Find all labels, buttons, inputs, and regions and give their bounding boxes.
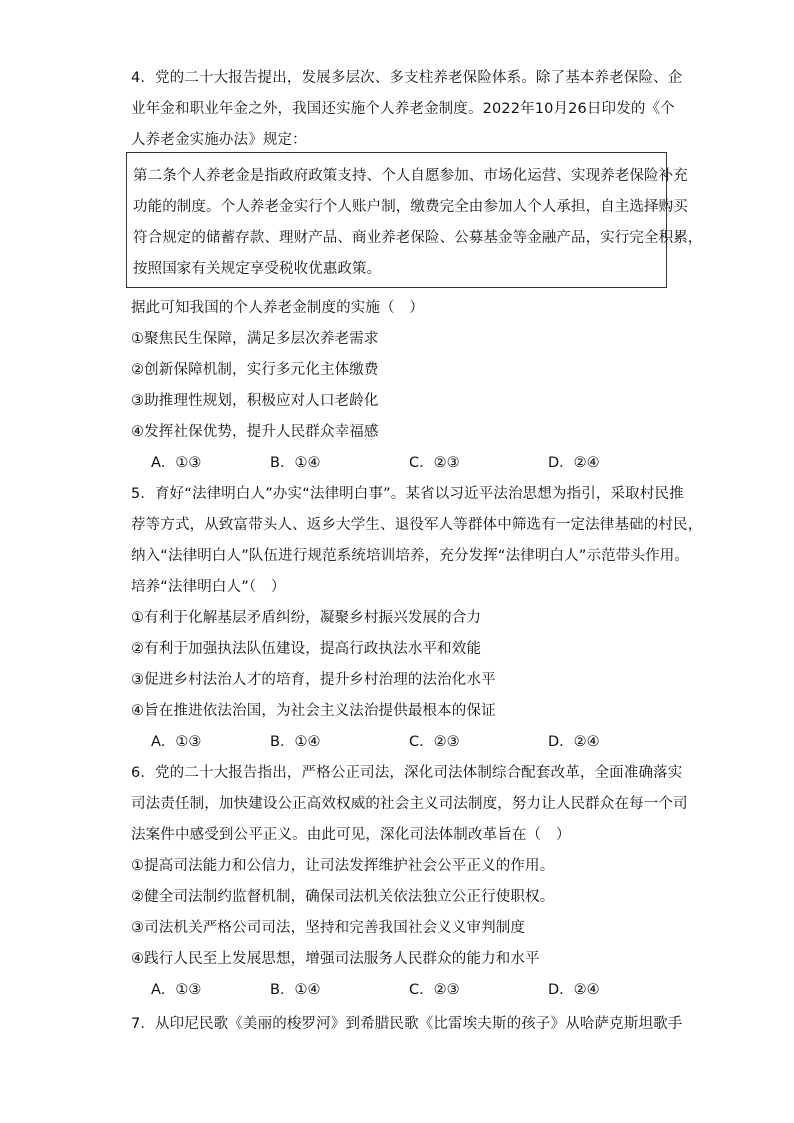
q6-item-2: ②健全司法制约监督机制，确保司法机关依法独立公正行使职权。	[131, 889, 555, 905]
q5-item-1: ①有利于化解基层矛盾纠纷，凝聚乡村振兴发展的合力	[131, 610, 482, 626]
q4-item-4: ④发挥社保优势，提升人民群众幸福感	[131, 424, 379, 440]
q4-item-1: ①聚焦民生保障，满足多层次养老需求	[131, 331, 379, 347]
q5-option-a[interactable]: A．①③	[151, 734, 202, 750]
q6-option-b[interactable]: B．①④	[270, 982, 321, 998]
q5-item-2: ②有利于加强执法队伍建设，提高行政执法水平和效能	[131, 641, 482, 657]
q5-stem-line-1: 5．育好“法律明白人”办实“法律明白事”。某省以习近平法治思想为指引，采取村民推	[131, 486, 684, 502]
q4-item-3: ③助推理性规划，积极应对人口老龄化	[131, 393, 379, 409]
q4-question: 据此可知我国的个人养老金制度的实施（ ）	[131, 300, 424, 316]
q4-box-line-2: 功能的制度。个人养老金实行个人账户制，缴费完全由参加人个人承担，自主选择购买	[133, 199, 688, 215]
q6-option-c[interactable]: C．②③	[409, 982, 460, 998]
q6-stem-line-2: 司法责任制，加快建设公正高效权威的社会主义司法制度，努力让人民群众在每一个司	[131, 796, 688, 812]
q4-quote-box	[126, 152, 703, 288]
q5-stem-line-2: 荐等方式，从致富带头人、返乡大学生、退役军人等群体中筛选有一定法律基础的村民，	[131, 517, 703, 533]
q5-stem-line-4: 培养“法律明白人”（ ）	[131, 579, 286, 595]
q4-item-2: ②创新保障机制，实行多元化主体缴费	[131, 362, 379, 378]
q4-option-d[interactable]: D．②④	[548, 455, 600, 471]
q5-item-4: ④旨在推进依法治国，为社会主义法治提供最根本的保证	[131, 703, 496, 719]
q5-stem-line-3: 纳入“法律明白人”队伍进行规范系统培训培养，充分发挥“法律明白人”示范带头作用。	[131, 548, 690, 564]
q5-item-3: ③促进乡村法治人才的培育，提升乡村治理的法治化水平	[131, 672, 496, 688]
q7-stem-line-1: 7．从印尼民歌《美丽的梭罗河》到希腊民歌《比雷埃夫斯的孩子》从哈萨克斯坦歌手	[131, 1016, 683, 1032]
q6-item-1: ①提高司法能力和公信力，让司法发挥维护社会公平正义的作用。	[131, 858, 555, 874]
q4-box-line-1: 第二条个人养老金是指政府政策支持、个人自愿参加、市场化运营、实现养老保险补充	[133, 168, 688, 184]
q4-stem-line-1: 4．党的二十大报告提出，发展多层次、多支柱养老保险体系。除了基本养老保险、企	[131, 70, 683, 86]
q6-option-a[interactable]: A．①③	[151, 982, 202, 998]
q4-stem-line-2: 业年金和职业年金之外，我国还实施个人养老金制度。2022年10月26日印发的《个	[131, 101, 675, 117]
q4-option-c[interactable]: C．②③	[409, 455, 460, 471]
q4-option-b[interactable]: B．①④	[270, 455, 321, 471]
q5-option-d[interactable]: D．②④	[548, 734, 600, 750]
q6-option-d[interactable]: D．②④	[548, 982, 600, 998]
q5-option-c[interactable]: C．②③	[409, 734, 460, 750]
q5-option-b[interactable]: B．①④	[270, 734, 321, 750]
q4-stem-line-3: 人养老金实施办法》规定：	[131, 132, 307, 148]
q4-option-a[interactable]: A．①③	[151, 455, 202, 471]
q6-item-4: ④践行人民至上发展思想，增强司法服务人民群众的能力和水平	[131, 951, 540, 967]
q4-box-line-3: 符合规定的储蓄存款、理财产品、商业养老保险、公募基金等金融产品，实行完全积累，	[133, 230, 703, 246]
q6-stem-line-3: 法案件中感受到公平正义。由此可见，深化司法体制改革旨在（ ）	[131, 827, 571, 843]
q6-stem-line-1: 6．党的二十大报告指出，严格公正司法，深化司法体制综合配套改革，全面准确落实	[131, 765, 683, 781]
q6-item-3: ③司法机关严格公司司法，坚持和完善我国社会义义审判制度	[131, 920, 526, 936]
q4-box-line-4: 按照国家有关规定享受税收优惠政策。	[133, 261, 382, 277]
